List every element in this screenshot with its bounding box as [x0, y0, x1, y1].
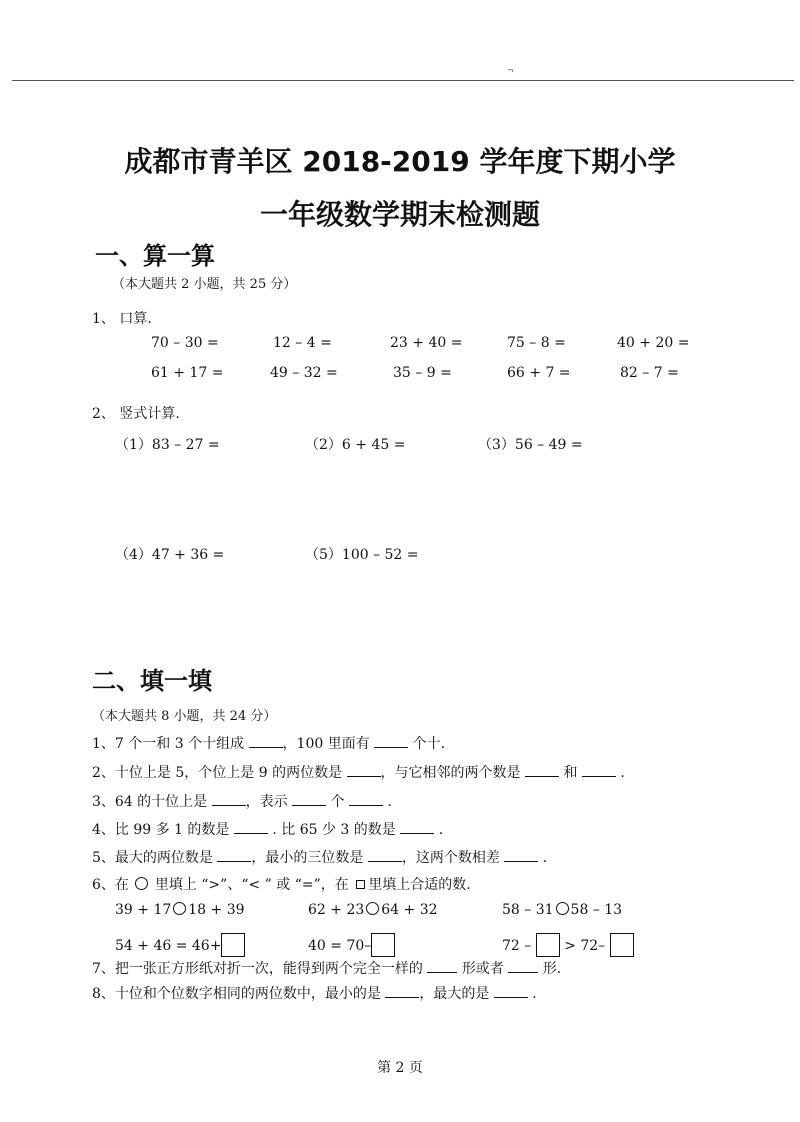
- answer-blank[interactable]: [374, 735, 408, 748]
- s2-question-4: 4、比 99 多 1 的数是 . 比 65 少 3 的数是 .: [92, 822, 444, 838]
- oral-calc-item: 66 + 7 =: [507, 365, 571, 381]
- oral-calc-item: 23 + 40 =: [390, 335, 463, 351]
- fill-box-item: 40 = 70–: [308, 933, 395, 957]
- compare-item: 62 + 23 64 + 32: [308, 902, 438, 918]
- oral-calc-item: 12 – 4 =: [273, 335, 332, 351]
- s2-question-7: 7、把一张正方形纸对折一次，能得到两个完全一样的 形或者 形.: [92, 961, 562, 977]
- compare-circle[interactable]: [173, 902, 186, 915]
- page-title-line1: 成都市青羊区 2018-2019 学年度下期小学: [124, 145, 676, 178]
- page-number: 第 2 页: [377, 1060, 423, 1076]
- answer-blank[interactable]: [349, 793, 383, 806]
- answer-blank[interactable]: [582, 764, 616, 777]
- section2-note: （本大题共 8 小题，共 24 分）: [92, 709, 277, 724]
- vertical-calc-item: （1）83 – 27 =: [115, 437, 220, 453]
- compare-item: 58 – 31 58 – 13: [502, 902, 623, 918]
- answer-box[interactable]: [371, 933, 395, 957]
- answer-blank[interactable]: [504, 849, 538, 862]
- oral-calc-item: 82 – 7 =: [620, 365, 679, 381]
- header-rule: [12, 80, 794, 81]
- oral-calc-item: 49 – 32 =: [270, 365, 338, 381]
- vertical-calc-item: （5）100 – 52 =: [305, 547, 419, 563]
- oral-calc-item: 70 – 30 =: [151, 335, 219, 351]
- fill-box-item: 54 + 46 = 46+: [115, 933, 245, 957]
- compare-circle[interactable]: [556, 902, 569, 915]
- vertical-calc-item: （4）47 + 36 =: [115, 547, 225, 563]
- compare-circle[interactable]: [366, 902, 379, 915]
- answer-blank[interactable]: [217, 849, 251, 862]
- answer-blank[interactable]: [212, 793, 246, 806]
- fill-box-item: 72 – > 72–: [502, 933, 634, 957]
- answer-blank[interactable]: [494, 985, 528, 998]
- oral-calc-item: 61 + 17 =: [151, 365, 224, 381]
- answer-blank[interactable]: [508, 960, 538, 973]
- s2-question-3: 3、64 的十位上是 ，表示 个 .: [92, 794, 392, 810]
- s2-question-1: 1、7 个一和 3 个十组成 ，100 里面有 个十.: [92, 736, 446, 752]
- oral-calc-item: 75 – 8 =: [507, 335, 566, 351]
- square-icon: [356, 880, 365, 889]
- answer-blank[interactable]: [525, 764, 559, 777]
- section1-note: （本大题共 2 小题，共 25 分）: [112, 277, 297, 292]
- header-mark: ¬: [507, 66, 514, 75]
- answer-box[interactable]: [221, 933, 245, 957]
- s2-question-5: 5、最大的两位数是 ，最小的三位数是 ，这两个数相差 .: [92, 850, 548, 866]
- answer-blank[interactable]: [427, 960, 457, 973]
- answer-box[interactable]: [610, 933, 634, 957]
- s2-question-8: 8、十位和个位数字相同的两位数中，最小的是 ，最大的是 .: [92, 986, 537, 1002]
- vertical-calc-item: （3）56 – 49 =: [478, 437, 583, 453]
- answer-blank[interactable]: [292, 793, 326, 806]
- vertical-calc-item: （2）6 + 45 =: [305, 437, 406, 453]
- oral-calc-item: 35 – 9 =: [393, 365, 452, 381]
- answer-blank[interactable]: [385, 985, 419, 998]
- s2-question-6: 6、在 里填上 “>”、“< ” 或 “=”，在 里填上合适的数.: [92, 877, 471, 893]
- answer-box[interactable]: [536, 933, 560, 957]
- section1-heading: 一、算一算: [95, 242, 215, 270]
- s1-q1-label: 1、 口算.: [92, 311, 152, 327]
- compare-item: 39 + 17 18 + 39: [115, 902, 245, 918]
- s2-question-2: 2、十位上是 5，个位上是 9 的两位数是 ，与它相邻的两个数是 和 .: [92, 765, 625, 781]
- answer-blank[interactable]: [234, 821, 268, 834]
- circle-icon: [135, 877, 148, 890]
- answer-blank[interactable]: [347, 764, 381, 777]
- section2-heading: 二、填一填: [92, 667, 212, 695]
- page-title-line2: 一年级数学期末检测题: [259, 198, 540, 231]
- oral-calc-item: 40 + 20 =: [617, 335, 690, 351]
- answer-blank[interactable]: [400, 821, 434, 834]
- s1-q2-label: 2、 竖式计算.: [92, 406, 180, 422]
- answer-blank[interactable]: [249, 735, 283, 748]
- answer-blank[interactable]: [368, 849, 402, 862]
